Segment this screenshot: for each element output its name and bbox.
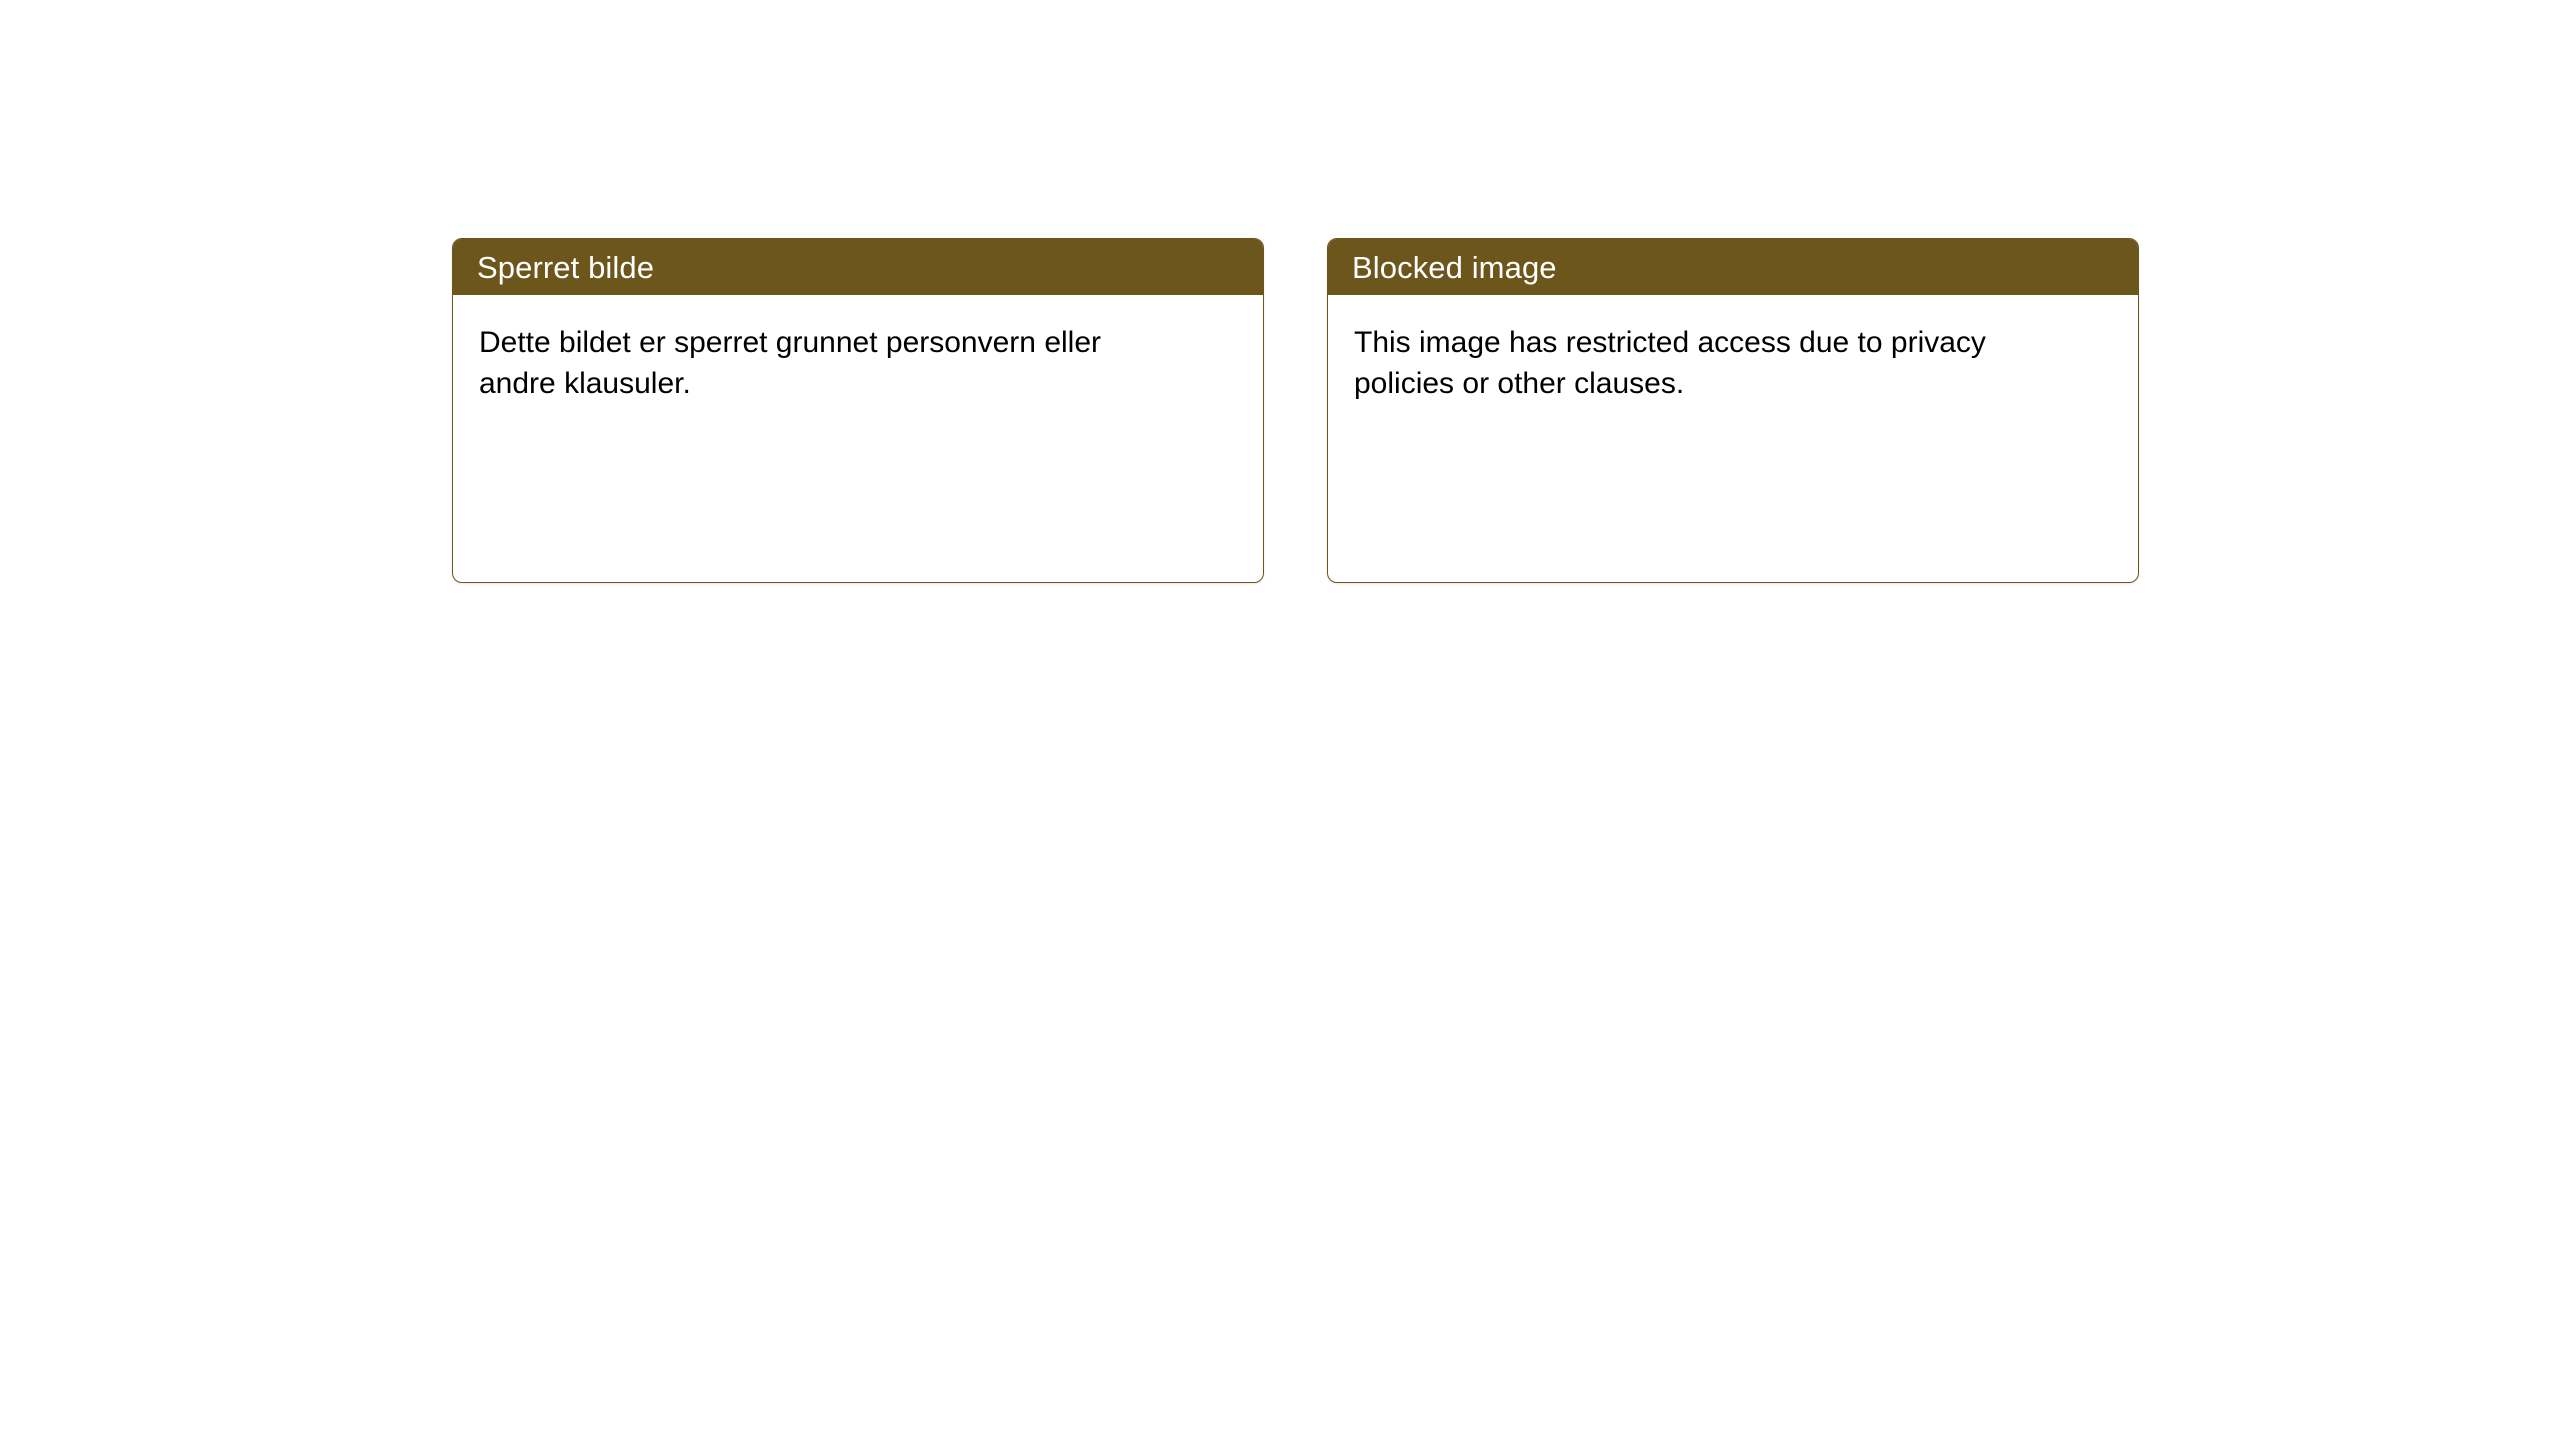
notice-message-norwegian: Dette bildet er sperret grunnet personvern eller andre klausuler. [479,326,1102,400]
notice-title-english: Blocked image [1352,249,1557,285]
blocked-image-notice-norwegian [452,238,1264,583]
notice-message-english: This image has restricted access due to privacy policies or other clauses. [1354,326,1986,400]
notice-body-norwegian [453,295,1263,405]
notice-header-norwegian [453,239,1263,295]
notice-header-english [1328,239,2138,295]
notice-body-english [1328,295,2138,405]
blocked-image-notice-group [452,238,2139,583]
blocked-image-notice-english [1327,238,2139,583]
notice-title-norwegian: Sperret bilde [477,249,655,285]
